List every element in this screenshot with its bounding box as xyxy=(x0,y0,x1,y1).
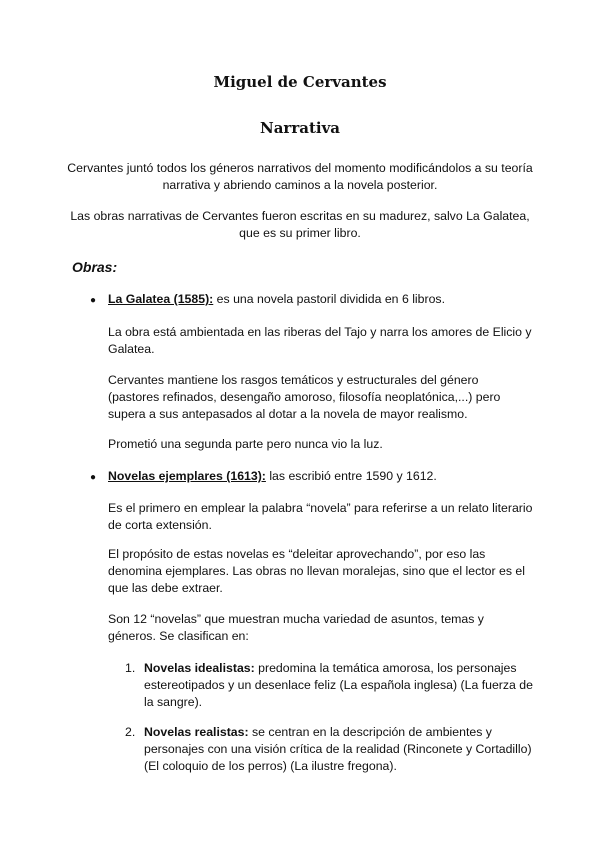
intro-paragraph: Cervantes juntó todos los géneros narrativos del momento modificándolos a su teoría narrativa y abriendo caminos a la novela posterior. xyxy=(67,161,533,192)
numbered-item xyxy=(144,724,534,775)
list-number: 2. xyxy=(125,725,136,739)
paragraph: La obra está ambientada en las riberas del Tajo y narra los amores de Elicio y Galatea. xyxy=(108,325,532,356)
paragraph: Es el primero en emplear la palabra “novela” para referirse a un relato literario de corta extensión. xyxy=(108,501,533,532)
numbered-item xyxy=(144,660,534,711)
item-text: es una novela pastoril dividida en 6 libros. xyxy=(213,292,445,306)
bullet-icon: ● xyxy=(90,472,97,483)
list-item-galatea xyxy=(108,291,538,308)
paragraph: Cervantes mantiene los rasgos temáticos y estructurales del género (pastores refinados, desengaño amoroso, filosofía neoplatónica,...) pero supera a sus antepasados al dotar a la novela de mayor realismo. xyxy=(108,373,501,421)
bullet-icon: ● xyxy=(90,295,97,306)
paragraph: Son 12 “novelas” que muestran mucha variedad de asuntos, temas y géneros. Se clasifican en: xyxy=(108,612,484,643)
paragraph: El propósito de estas novelas es “deleitar aprovechando”, por eso las denomina ejemplares. Las obras no llevan moralejas, sino que el lector es el que las debe extraer. xyxy=(108,547,525,595)
paragraph: Prometió una segunda parte pero nunca vio la luz. xyxy=(108,437,383,451)
item-label: Novelas ejemplares (1613): xyxy=(108,469,266,483)
item-text: las escribió entre 1590 y 1612. xyxy=(265,469,437,483)
list-number: 1. xyxy=(125,661,136,675)
list-item-ejemplares xyxy=(108,468,538,485)
item-label: Novelas realistas: xyxy=(144,725,249,739)
item-label: Novelas idealistas: xyxy=(144,661,255,675)
item-label: La Galatea (1585): xyxy=(108,292,214,306)
section-heading-obras: Obras: xyxy=(72,259,118,275)
page-subtitle: Narrativa xyxy=(259,119,341,137)
intro-paragraph: Las obras narrativas de Cervantes fueron escritas en su madurez, salvo La Galatea, que es su primer libro. xyxy=(70,209,530,240)
item-text: predomina la temática amorosa, los personajes estereotipados y un desenlace feliz (La española inglesa) (La fuerza de la sangre). xyxy=(144,661,533,709)
page-title: Miguel de Cervantes xyxy=(213,73,387,91)
item-text: se centran en la descripción de ambientes y personajes con una visión crítica de la realidad (Rinconete y Cortadillo) (El coloquio de los perros) (La ilustre fregona). xyxy=(144,725,532,773)
